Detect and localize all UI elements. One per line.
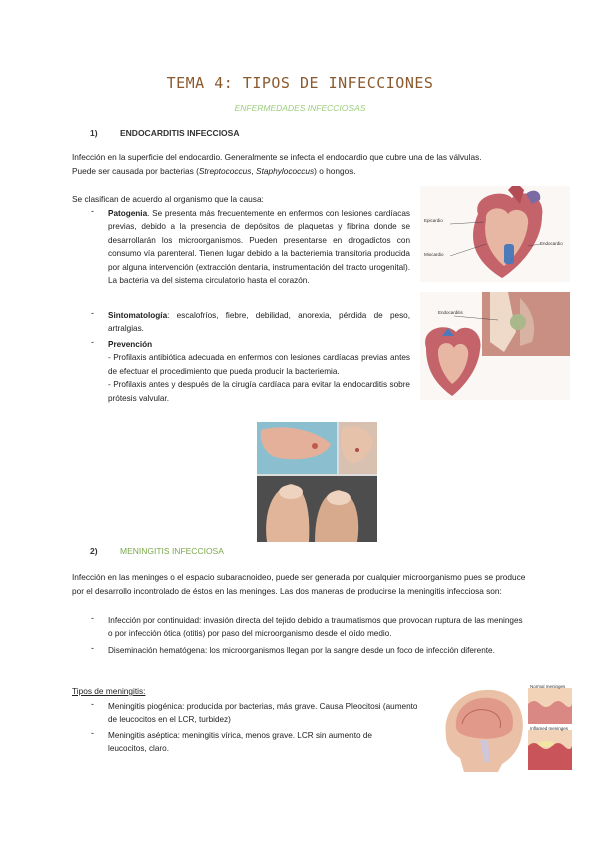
page-subtitle: ENFERMEDADES INFECCIOSAS <box>234 103 366 113</box>
sintomatologia-item: Sintomatología: escalofríos, fiebre, debilidad, anorexia, pérdida de peso, artralgias. <box>108 311 410 334</box>
meninges-image <box>440 684 574 772</box>
hematogena-item: Diseminación hematógena: los microorganismos llegan por la sangre desde un foco de infección diferente. <box>108 646 495 655</box>
section-1-heading <box>90 128 239 138</box>
bullet-dash: - <box>91 643 94 653</box>
aseptica-item: Meningitis aséptica: meningitis vírica, menos grave. LCR sin aumento de leucocitos, claro. <box>108 731 372 754</box>
intro-line: Infección en la superficie del endocardio. Generalmente se infecta el endocardio que cubre una de las válvulas. <box>72 152 482 162</box>
prevencion-item: Prevención - Profilaxis antibiótica adecuada en enfermos con lesiones cardíacas previas antes de efectuar el procedimiento que pueda producir la bacteriemia. - Profilaxis antes y después de la cirugía cardíaca para evitar la endocarditis sobre prótesis valvular. <box>108 340 410 403</box>
bullet-dash: - <box>91 699 94 709</box>
section-number: 1) <box>90 128 98 138</box>
label-miocardio: Miocardio <box>424 252 444 257</box>
intro-line: Puede ser causada por bacterias (Streptococcus, Staphylococcus) o hongos. <box>72 166 356 176</box>
label-epicardio: Epicardio <box>424 218 443 223</box>
piogenica-item: Meningitis piogénica: producida por bacterias, más grave. Causa Pleocitosi (aumento de leucocitos en el LCR, turbidez) <box>108 702 418 725</box>
section-2-heading <box>90 546 224 556</box>
bullet-dash: - <box>91 613 94 623</box>
label-inflamed-meninges: Inflamed meninges <box>530 726 569 731</box>
classify-line: Se clasifican de acuerdo al organismo que la causa: <box>72 194 264 204</box>
hands-photo <box>257 422 377 542</box>
tipos-heading: Tipos de meningitis: <box>72 686 146 696</box>
label-normal-meninges: Normal meninges <box>530 684 566 689</box>
bullet-dash: - <box>91 308 94 318</box>
bullet-dash: - <box>91 337 94 347</box>
continuidad-item: Infección por continuidad: invasión directa del tejido debido a traumatismos que provocan ruptura de las meninges o por infección ótica (otitis) por paso del microorganismo desde el oído medio. <box>108 616 523 639</box>
patogenia-item: Patogenia. Se presenta más frecuentemente en enfermos con lesiones cardíacas previas, debido a la presencia de depósitos de plaquetas y fibrina donde se desarrollarán los microorganismos. Pueden presentarse en drogadictos con consumo vía parenteral. Tienen lugar debido a la bacteriemia transitoria producida por alguna intervención (extracción dentaria, instrumentación del tracto urogenital). La bacteria va del sistema circulatorio hasta el corazón. <box>108 209 410 286</box>
label-endocardio: Endocardio <box>540 241 563 246</box>
section-title: MENINGITIS INFECCIOSA <box>120 546 224 556</box>
section-number: 2) <box>90 546 98 556</box>
meningitis-intro: Infección en las meninges o el espacio subaracnoideo, puede ser generada por cualquier microorganismo pues se produce por el desarrollo incontrolado de éstos en las meninges. Las dos maneras de producirse la meningitis infecciosa son: <box>72 572 526 596</box>
endocarditis-intro <box>72 150 542 178</box>
bullet-dash: - <box>91 206 94 216</box>
heart-anatomy-image <box>420 186 570 282</box>
label-endocarditis: Endocarditis <box>438 310 463 315</box>
bullet-dash: - <box>91 728 94 738</box>
page-title: TEMA 4: TIPOS DE INFECCIONES <box>166 74 434 92</box>
section-title: ENDOCARDITIS INFECCIOSA <box>120 128 240 138</box>
endocarditis-image <box>420 292 570 400</box>
